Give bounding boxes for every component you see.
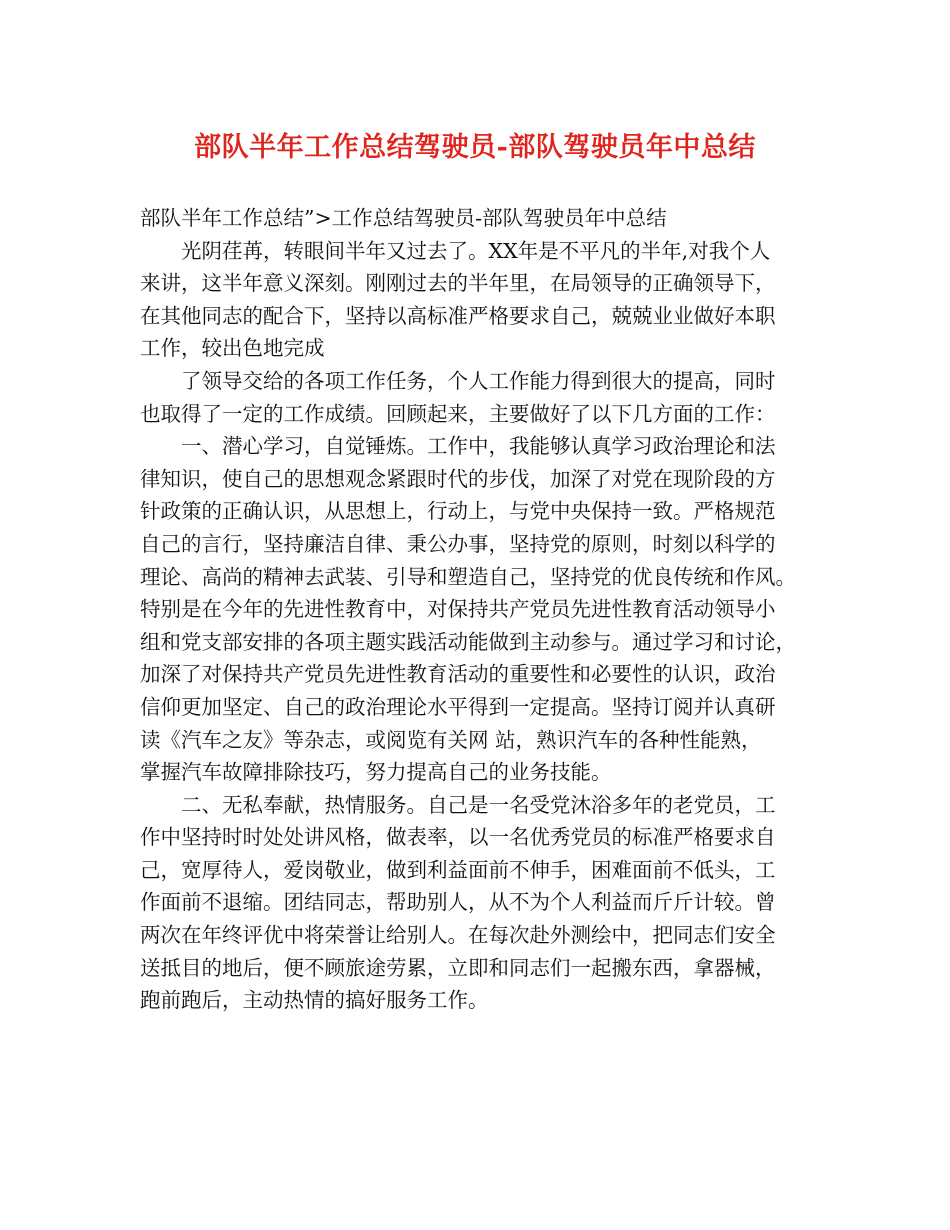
text-line: 自己的言行，坚持廉洁自律、秉公办事，坚持党的原则，时刻以科学的 xyxy=(140,531,776,556)
text-line: 跑前跑后，主动热情的搞好服务工作。 xyxy=(140,988,489,1013)
text-line: 己，宽厚待人，爱岗敬业，做到利益面前不伸手，困难面前不低头，工 xyxy=(140,857,776,882)
document-body xyxy=(140,202,830,1017)
text-line: 也取得了一定的工作成绩。回顾起来，主要做好了以下几方面的工作： xyxy=(140,401,776,426)
text-line: 二、无私奉献，热情服务。自己是一名受党沐浴多年的老党员，工 xyxy=(181,792,776,817)
text-line: 特别是在今年的先进性教育中，对保持共产党员先进性教育活动领导小 xyxy=(140,597,776,622)
subtitle-line: 部队半年工作总结”>工作总结驾驶员-部队驾驶员年中总结 xyxy=(140,206,667,230)
text-line: 理论、高尚的精神去武装、引导和塑造自己，坚持党的优良传统和作风。 xyxy=(140,564,796,589)
text-line: 光阴荏苒，转眼间半年又过去了。XX年是不平凡的半年,对我个人 xyxy=(181,238,771,263)
paragraph-1 xyxy=(140,235,830,365)
text-line: 一、潜心学习，自觉锤炼。工作中，我能够认真学习政治理论和法 xyxy=(181,434,776,459)
paragraph-2 xyxy=(140,365,830,430)
text-line: 作中坚持时时处处讲风格，做表率，以一名优秀党员的标准严格要求自 xyxy=(140,825,776,850)
text-line: 工作，较出色地完成 xyxy=(140,336,325,361)
text-line: 读《汽车之友》等杂志，或阅览有关网 站，熟识汽车的各种性能熟， xyxy=(140,727,762,752)
text-line: 信仰更加坚定、自己的政治理论水平得到一定提高。坚持订阅并认真研 xyxy=(140,694,776,719)
text-line: 针政策的正确认识，从思想上，行动上，与党中央保持一致。严格规范 xyxy=(140,499,776,524)
text-line: 律知识，使自己的思想观念紧跟时代的步伐，加深了对党在现阶段的方 xyxy=(140,466,776,491)
text-line: 来讲，这半年意义深刻。刚刚过去的半年里，在局领导的正确领导下， xyxy=(140,271,776,296)
text-line: 两次在年终评优中将荣誉让给别人。在每次赴外测绘中，把同志们安全 xyxy=(140,923,776,948)
paragraph-3 xyxy=(140,430,830,789)
document-title: 部队半年工作总结驾驶员-部队驾驶员年中总结 xyxy=(194,132,756,163)
text-line: 送抵目的地后，便不顾旅途劳累，立即和同志们一起搬东西，拿器械， xyxy=(140,955,776,980)
text-line: 了领导交给的各项工作任务，个人工作能力得到很大的提高，同时 xyxy=(181,368,776,393)
paragraph-4 xyxy=(140,789,830,1017)
text-line: 加深了对保持共产党员先进性教育活动的重要性和必要性的认识，政治 xyxy=(140,662,776,687)
text-line: 作面前不退缩。团结同志，帮助别人，从不为个人利益而斤斤计较。曾 xyxy=(140,890,776,915)
text-line: 在其他同志的配合下，坚持以高标准严格要求自己，兢兢业业做好本职 xyxy=(140,303,776,328)
text-line: 组和党支部安排的各项主题实践活动能做到主动参与。通过学习和讨论， xyxy=(140,629,796,654)
text-line: 掌握汽车故障排除技巧，努力提高自己的业务技能。 xyxy=(140,760,612,785)
